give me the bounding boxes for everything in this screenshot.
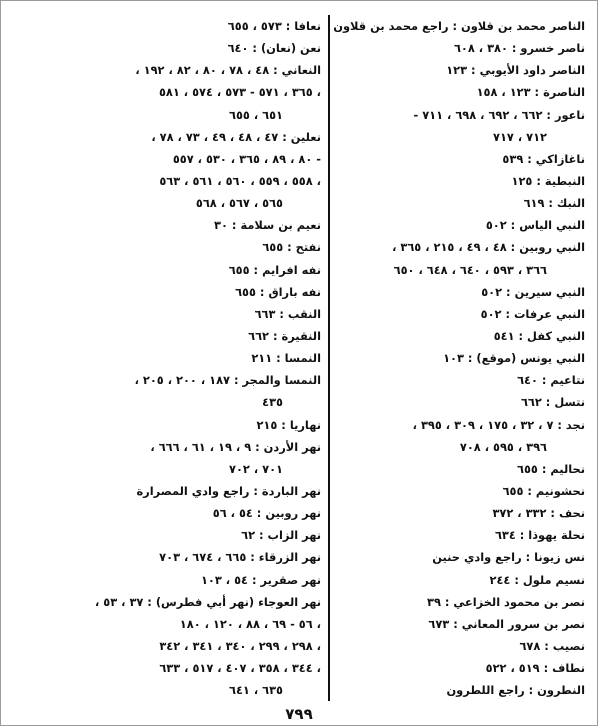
index-entry: الناصرة : ١٢٣ ، ١٥٨ (476, 85, 585, 100)
index-entry: ناغازاكي : ٥٣٩ (502, 151, 585, 166)
index-entry: نهر العوجاء (نهر أبي فطرس) : ٣٧ ، ٥٣ ، (94, 594, 321, 609)
index-entry: نحف : ٣٣٢ ، ٣٧٢ (492, 506, 585, 521)
index-entry: النبطية : ١٢٥ (511, 173, 585, 188)
index-entry-continuation: ٥٦ - ٦٩ ، ٨٨ ، ١٢٠ ، ١٨٠ ، (179, 616, 321, 631)
index-entry: نجد : ٧ ، ٣٢ ، ١٧٥ ، ٣٠٩ ، ٣٩٥ ، (412, 417, 585, 432)
index-entry: النطرون : راجع اللطرون (446, 683, 585, 698)
index-entry: الناصر داود الأيوبي : ١٢٣ (446, 63, 585, 78)
page-number: ٧٩٩ (285, 705, 313, 723)
index-entry: نهر الأردن : ٩ ، ١٩ ، ٦١ ، ٦٦٦ ، (150, 439, 321, 454)
index-entry: نعافا : ٥٧٣ ، ٦٥٥ (227, 19, 321, 33)
index-entry: الناصر محمد بن قلاون : راجع محمد بن قلاون (333, 19, 585, 33)
index-entry: النبي سيرين : ٥٠٢ (481, 284, 585, 299)
index-entry: نفه باراق : ٦٥٥ (235, 284, 321, 299)
index-column-right (335, 15, 585, 701)
index-entry: النقب : ٦٦٣ (254, 306, 321, 321)
index-entry: النمسا : ٢١١ (251, 351, 321, 366)
index-entry: ناصر خسرو : ٣٨٠ ، ٦٠٨ (453, 41, 585, 56)
index-entry: النبي الياس : ٥٠٢ (485, 218, 585, 233)
index-entry-continuation: ٥٦٥ ، ٥٦٧ ، ٥٦٨ (195, 196, 283, 211)
index-entry-continuation: ٣٦٦ ، ٥٩٣ ، ٦٤٠ ، ٦٤٨ ، ٦٥٠ (393, 262, 547, 277)
index-entry: نعيم بن سلامة : ٣٠ (214, 218, 321, 233)
index-entry: نفتح : ٦٥٥ (262, 240, 321, 255)
index-entry: نصر بن محمود الخزاعي : ٣٩ (427, 594, 585, 609)
index-entry-continuation: ٧١٢ ، ٧١٧ (493, 129, 547, 144)
index-entry-continuation: ٢٩٨ ، ٢٩٩ ، ٣٤٠ ، ٣٤١ ، ٣٤٢ ، (159, 638, 321, 653)
index-entry: نصر بن سرور المعاني : ٦٧٣ (428, 616, 585, 631)
index-entry: نعلين : ٤٧ ، ٤٨ ، ٤٩ ، ٧٣ ، ٧٨ ، (151, 129, 321, 144)
index-entry-continuation: ٣٤٤ ، ٣٥٨ ، ٤٠٧ ، ٥١٧ ، ٦٣٣ ، (159, 661, 321, 676)
index-entry: النبك : ٦١٩ (523, 196, 585, 211)
index-entry: النعاني : ٤٨ ، ٧٨ ، ٨٠ ، ٨٢ ، ١٩٢ ، (135, 63, 321, 78)
index-entry: النبي كفل : ٥٤١ (493, 328, 585, 343)
index-entry: نتاعيم : ٦٤٠ (517, 373, 585, 388)
index-entry: نهر الزاب : ٦٢ (241, 528, 321, 543)
index-entry: نعن (نعان) : ٦٤٠ (227, 41, 321, 56)
index-entry-continuation: ٦٣٥ ، ٦٤١ (229, 683, 283, 698)
index-entry: نهر روبين : ٥٤ ، ٥٦ (212, 506, 321, 521)
index-entry-continuation: ٣٩٦ ، ٥٩٥ ، ٧٠٨ (459, 439, 547, 454)
index-entry: نصيب : ٦٧٨ (519, 638, 585, 653)
index-entry: نحلة يهوذا : ٦٣٤ (494, 528, 585, 543)
index-entry: نهاريا : ٢١٥ (256, 417, 321, 432)
index-entry-continuation: ٨٠ ، ٨٩ ، ٣٦٥ ، ٥٣٠ ، ٥٥٧ - (172, 151, 321, 166)
index-entry: نسيم ملول : ٢٤٤ (489, 572, 585, 587)
index-entry: ناعور : ٦٦٢ ، ٦٩٢ ، ٦٩٨ ، ٧١١ - (413, 107, 585, 122)
index-entry-continuation: ٥٥٨ ، ٥٥٩ ، ٥٦٠ ، ٥٦١ ، ٥٦٣ ، (159, 173, 321, 188)
index-entry: النبي روبين : ٤٨ ، ٤٩ ، ٢١٥ ، ٣٦٥ ، (392, 240, 585, 255)
index-column-left (94, 15, 321, 701)
index-entry: النبي عرفات : ٥٠٢ (480, 306, 585, 321)
index-entry-continuation: ٧٠١ ، ٧٠٢ (229, 461, 283, 476)
index-entry: نفه افرايم : ٦٥٥ (228, 262, 321, 277)
index-entry: نتسل : ٦٦٢ (520, 395, 585, 410)
index-entry: نحشونيم : ٦٥٥ (502, 483, 585, 498)
index-entry: نهر الزرقاء : ٦٦٥ ، ٦٧٤ ، ٧٠٣ (159, 550, 321, 565)
index-entry-continuation: ٦٥١ ، ٦٥٥ (229, 107, 283, 122)
index-entry-continuation: ٤٣٥ (262, 395, 283, 410)
index-entry: نس زيونا : راجع وادي حنين (432, 550, 585, 565)
index-entry: نهر الباردة : راجع وادي المصرارة (136, 483, 321, 498)
index-entry: النمسا والمجر : ١٨٧ ، ٢٠٠ ، ٢٠٥ ، (134, 373, 321, 388)
index-entry-continuation: ٣٦٥ ، ٥٧١ - ٥٧٣ ، ٥٧٤ ، ٥٨١ ، (158, 85, 321, 100)
index-entry: نهر صقرير : ٥٤ ، ١٠٣ (200, 572, 321, 587)
index-entry: النقيرة : ٦٦٢ (248, 328, 321, 343)
index-entry: النبي يونس (موقع) : ١٠٣ (443, 351, 585, 366)
index-entry: نطاف : ٥١٩ ، ٥٢٢ (485, 661, 585, 676)
index-entry: نحاليم : ٦٥٥ (517, 461, 585, 476)
column-divider (328, 15, 330, 701)
